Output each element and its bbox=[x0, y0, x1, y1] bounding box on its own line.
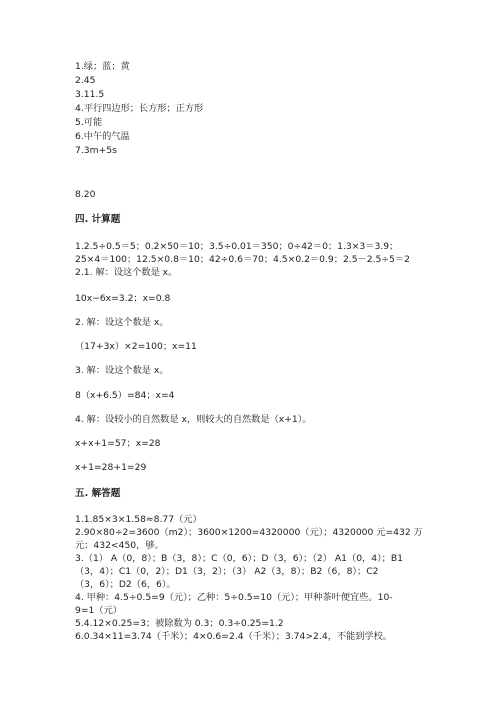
calc-line-9: 4. 解：设较小的自然数是 x，则较大的自然数是（x+1）。 bbox=[75, 414, 312, 425]
solve-line-7: 4. 甲种：4.5÷0.5=9（元）；乙种：5÷0.5=10（元）；甲种茶叶便宜些。10- bbox=[75, 592, 393, 603]
solve-line-5: （3，4）；C1（0，2）；D1（3，2）；（3） A2（3，8）；B2（6，8）；C2 bbox=[75, 566, 379, 577]
section-5-title: 五. 解答题 bbox=[75, 488, 121, 499]
calc-line-4: 10x−6x=3.2；x=0.8 bbox=[75, 293, 171, 304]
calc-line-3: 2.1. 解：设这个数是 x。 bbox=[75, 267, 178, 278]
solve-line-3: 元；432<450，够。 bbox=[75, 540, 164, 551]
calc-line-6: （17+3x）×2=100；x=11 bbox=[75, 341, 197, 352]
solve-line-4: 3.（1） A（0，8）；B（3，8）；C（0，6）；D（3，6）；（2） A1（0，4）；B1 bbox=[75, 553, 404, 564]
calc-line-8: 8（x+6.5）=84；x=4 bbox=[75, 390, 175, 401]
solve-line-1: 1.1.85×3×1.58≈8.77（元） bbox=[75, 514, 202, 525]
solve-line-6: （3，6）；D2（6，6）。 bbox=[75, 579, 176, 590]
answer-6: 6.中午的气温 bbox=[75, 131, 130, 142]
solve-line-9: 5.4.12×0.25=3；被除数为 0.3；0.3÷0.25=1.2 bbox=[75, 618, 284, 629]
answer-7: 7.3m+5s bbox=[75, 145, 117, 156]
solve-line-2: 2.90×80÷2=3600（m2）；3600×1200=4320000（元）；4320000 元=432 万 bbox=[75, 527, 423, 538]
solve-line-10: 6.0.34×11=3.74（千米）；4×0.6=2.4（千米）；3.74>2.4，不能到学校。 bbox=[75, 631, 392, 642]
calc-line-10: x+x+1=57；x=28 bbox=[75, 438, 161, 449]
answer-8: 8.20 bbox=[75, 189, 96, 200]
section-4-title: 四. 计算题 bbox=[75, 214, 121, 225]
calc-line-7: 3. 解：设这个数是 x。 bbox=[75, 365, 169, 376]
calc-line-2: 25×4＝100；12.5×0.8＝10；42÷0.6＝70；4.5×0.2＝0.9；2.5－2.5÷5＝2 bbox=[75, 254, 410, 265]
calc-line-5: 2. 解：设这个数是 x。 bbox=[75, 317, 169, 328]
calc-line-1: 1.2.5÷0.5＝5；0.2×50＝10；3.5÷0.01＝350；0÷42＝0；1.3×3＝3.9； bbox=[75, 241, 399, 252]
calc-line-11: x+1=28+1=29 bbox=[75, 462, 147, 473]
solve-line-8: 9=1（元） bbox=[75, 605, 122, 616]
answer-5: 5.可能 bbox=[75, 117, 103, 128]
answer-2: 2.45 bbox=[75, 75, 96, 86]
answer-3: 3.11.5 bbox=[75, 89, 105, 100]
answer-1: 1.绿；蓝；黄 bbox=[75, 61, 130, 72]
answer-4: 4.平行四边形；长方形；正方形 bbox=[75, 103, 204, 114]
